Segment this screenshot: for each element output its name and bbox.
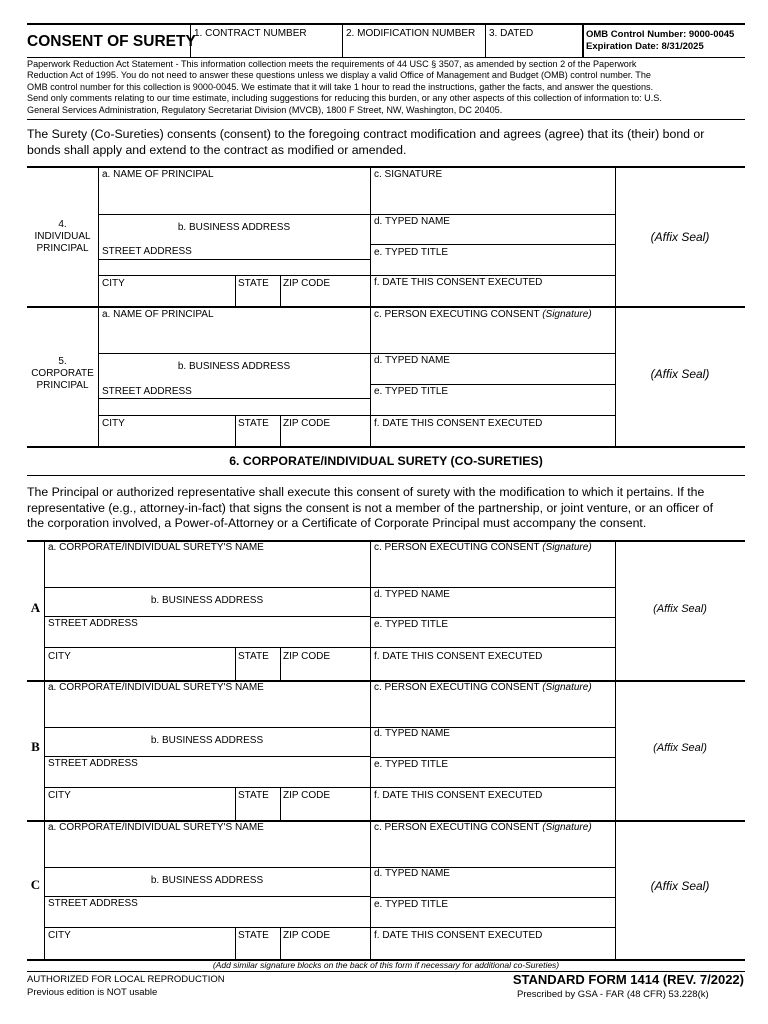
section-6-paragraph-line: The Principal or authorized representative shall execute this consent of surety with the modification to which it pertains. If the — [27, 485, 705, 499]
section-rule — [27, 475, 745, 476]
standard-form-number: STANDARD FORM 1414 (REV. 7/2022) — [512, 972, 744, 987]
city-label: CITY — [102, 278, 125, 289]
header-divider — [485, 23, 486, 57]
person-executing-text: c. PERSON EXECUTING CONSENT — [374, 309, 540, 320]
person-executing-label — [374, 682, 592, 694]
street-address-label: STREET ADDRESS — [48, 618, 138, 629]
row-rule — [370, 897, 615, 898]
row-rule — [370, 244, 615, 245]
row-rule — [370, 617, 615, 618]
section-rule — [27, 166, 745, 168]
cell-divider — [280, 415, 281, 446]
state-label: STATE — [238, 790, 269, 801]
header-bottom-rule — [27, 57, 745, 58]
person-executing-label — [374, 309, 592, 321]
column-divider — [370, 681, 371, 820]
zip-code-label: ZIP CODE — [283, 651, 331, 662]
business-address-label: b. BUSINESS ADDRESS — [150, 875, 264, 886]
column-divider — [370, 167, 371, 307]
business-address-label: b. BUSINESS ADDRESS — [150, 735, 264, 746]
section-rule — [27, 306, 745, 308]
section-label-divider — [98, 167, 99, 307]
typed-title-label: e. TYPED TITLE — [374, 899, 449, 910]
cell-divider — [235, 275, 236, 307]
pra-line: Paperwork Reduction Act Statement - This information collection meets the requirements of 44 USC § 3507, as amended by section 2 of the Paperwork — [27, 59, 637, 69]
street-address-label: STREET ADDRESS — [48, 898, 138, 909]
block-label-divider — [44, 541, 45, 680]
city-label: CITY — [102, 418, 125, 429]
business-address-label: b. BUSINESS ADDRESS — [177, 361, 291, 372]
date-executed-label: f. DATE THIS CONSENT EXECUTED — [374, 277, 543, 288]
person-executing-text: c. PERSON EXECUTING CONSENT — [374, 682, 540, 693]
affix-seal-label: (Affix Seal) — [650, 879, 710, 893]
cell-divider — [235, 927, 236, 959]
zip-code-label: ZIP CODE — [283, 418, 331, 429]
street-address-label: STREET ADDRESS — [102, 246, 192, 257]
date-executed-label: f. DATE THIS CONSENT EXECUTED — [374, 418, 543, 429]
zip-code-label: ZIP CODE — [283, 790, 331, 801]
row-rule — [44, 647, 615, 648]
section-label-line: PRINCIPAL — [36, 243, 89, 254]
row-rule — [370, 757, 615, 758]
signature-hint: (Signature) — [542, 822, 592, 833]
cell-divider — [235, 787, 236, 820]
date-executed-label: f. DATE THIS CONSENT EXECUTED — [374, 790, 543, 801]
authorized-reproduction: AUTHORIZED FOR LOCAL REPRODUCTION — [27, 974, 225, 985]
form-title: CONSENT OF SURETY — [27, 33, 196, 50]
header-divider — [582, 23, 584, 57]
typed-title-label: e. TYPED TITLE — [374, 759, 449, 770]
section-label-line: INDIVIDUAL — [34, 231, 91, 242]
block-letter-a: A — [30, 600, 41, 615]
prescribed-by: Prescribed by GSA - FAR (48 CFR) 53.228(k) — [517, 989, 709, 1000]
header-top-rule — [27, 23, 745, 25]
section-number: 5. — [58, 356, 67, 367]
affix-seal-label: (Affix Seal) — [653, 603, 707, 615]
business-address-label: b. BUSINESS ADDRESS — [150, 595, 264, 606]
surety-name-label: a. CORPORATE/INDIVIDUAL SURETY'S NAME — [48, 542, 264, 553]
pra-line: OMB control number for this collection is 9000-0045. We estimate that it will take 1 hour to read the instructions, gather the facts, and answer the questions. — [27, 81, 654, 92]
section-label-line: CORPORATE — [31, 368, 94, 379]
typed-title-label: e. TYPED TITLE — [374, 386, 449, 397]
row-rule — [44, 756, 370, 757]
row-rule — [44, 927, 615, 928]
typed-title-label: e. TYPED TITLE — [374, 247, 449, 258]
signature-hint: (Signature) — [542, 682, 592, 693]
row-rule — [370, 384, 615, 385]
section-6-paragraph-line: the corporation involved, a Power-of-Attorney or a Certificate of Corporate Principal must accompany the consent. — [27, 516, 647, 530]
section-number: 4. — [58, 219, 67, 230]
city-label: CITY — [48, 930, 71, 941]
cell-divider — [280, 927, 281, 959]
row-rule — [98, 214, 615, 215]
principal-name-label: a. NAME OF PRINCIPAL — [102, 169, 214, 180]
row-rule — [98, 353, 615, 354]
column-divider — [370, 307, 371, 446]
surety-name-label: a. CORPORATE/INDIVIDUAL SURETY'S NAME — [48, 822, 264, 833]
state-label: STATE — [238, 278, 269, 289]
date-executed-label: f. DATE THIS CONSENT EXECUTED — [374, 651, 543, 662]
cell-divider — [280, 647, 281, 680]
section-label-divider — [98, 307, 99, 446]
affix-seal-label: (Affix Seal) — [653, 742, 707, 754]
cell-divider — [235, 415, 236, 446]
column-divider — [370, 821, 371, 959]
signature-hint: (Signature) — [542, 309, 592, 320]
pra-line: Reduction Act of 1995. You do not need to answer these questions unless we display a valid Office of Management and Budget (OMB) control number. The — [27, 70, 651, 81]
cell-divider — [235, 647, 236, 680]
row-rule — [44, 587, 615, 588]
signature-label: c. SIGNATURE — [374, 169, 443, 180]
pra-line: General Services Administration, Regulatory Secretariat Division (MVCB), 1800 F Street, NW, Washington, DC 20405. — [27, 104, 503, 115]
person-executing-text: c. PERSON EXECUTING CONSENT — [374, 822, 540, 833]
typed-title-label: e. TYPED TITLE — [374, 619, 449, 630]
contract-number-label: 1. CONTRACT NUMBER — [194, 28, 307, 39]
row-rule — [44, 867, 615, 868]
row-rule — [44, 787, 615, 788]
pra-line: Send only comments relating to our time estimate, including suggestions for reducing this burden, or any other aspects of this collection of information to: U.S. — [27, 93, 662, 104]
surety-name-label: a. CORPORATE/INDIVIDUAL SURETY'S NAME — [48, 682, 264, 693]
row-rule — [44, 727, 615, 728]
row-rule — [44, 896, 370, 897]
typed-name-label: d. TYPED NAME — [374, 216, 450, 227]
cell-divider — [280, 275, 281, 307]
additional-blocks-note: (Add similar signature blocks on the back of this form if necessary for additional co-Sureties) — [212, 960, 560, 970]
street-address-label: STREET ADDRESS — [48, 758, 138, 769]
person-executing-text: c. PERSON EXECUTING CONSENT — [374, 542, 540, 553]
section-6-heading: 6. CORPORATE/INDIVIDUAL SURETY (CO-SURETIES) — [229, 454, 543, 468]
omb-expiration-date: Expiration Date: 8/31/2025 — [586, 41, 704, 52]
block-label-divider — [44, 681, 45, 820]
header-divider — [342, 23, 343, 57]
city-label: CITY — [48, 651, 71, 662]
city-label: CITY — [48, 790, 71, 801]
typed-name-label: d. TYPED NAME — [374, 355, 450, 366]
consent-statement-line: bonds shall apply and extend to the contract as modified or amended. — [27, 142, 407, 157]
pra-bottom-rule — [27, 119, 745, 120]
row-rule — [98, 398, 370, 399]
zip-code-label: ZIP CODE — [283, 278, 331, 289]
state-label: STATE — [238, 930, 269, 941]
row-rule — [98, 259, 370, 260]
omb-control-number: OMB Control Number: 9000-0045 — [586, 29, 735, 40]
section-label-line: PRINCIPAL — [36, 380, 89, 391]
block-label-divider — [44, 821, 45, 959]
typed-name-label: d. TYPED NAME — [374, 589, 450, 600]
section-6-paragraph-line: representative (e.g., attorney-in-fact) that signs the consent is not a member of the partnership, or joint venture, or an officer of — [27, 500, 714, 515]
affix-seal-label: (Affix Seal) — [650, 230, 710, 244]
affix-seal-label: (Affix Seal) — [650, 367, 710, 381]
state-label: STATE — [238, 418, 269, 429]
business-address-label: b. BUSINESS ADDRESS — [177, 222, 291, 233]
row-rule — [98, 415, 615, 416]
signature-hint: (Signature) — [542, 542, 592, 553]
date-executed-label: f. DATE THIS CONSENT EXECUTED — [374, 930, 543, 941]
person-executing-label — [374, 822, 592, 834]
cell-divider — [280, 787, 281, 820]
zip-code-label: ZIP CODE — [283, 930, 331, 941]
block-letter-c: C — [30, 877, 41, 892]
modification-number-label: 2. MODIFICATION NUMBER — [346, 28, 476, 39]
column-divider — [370, 541, 371, 680]
row-rule — [98, 275, 615, 276]
principal-name-label: a. NAME OF PRINCIPAL — [102, 309, 214, 320]
street-address-label: STREET ADDRESS — [102, 386, 192, 397]
section-rule — [27, 446, 745, 448]
row-rule — [44, 616, 370, 617]
typed-name-label: d. TYPED NAME — [374, 728, 450, 739]
section-5-label — [27, 356, 98, 392]
dated-label: 3. DATED — [489, 28, 534, 39]
typed-name-label: d. TYPED NAME — [374, 868, 450, 879]
section-4-label — [27, 219, 98, 255]
block-letter-b: B — [31, 739, 40, 754]
state-label: STATE — [238, 651, 269, 662]
person-executing-label — [374, 542, 592, 554]
consent-statement-line: The Surety (Co-Sureties) consents (consent) to the foregoing contract modification and agrees (agree) that its (their) bond or — [27, 127, 705, 141]
header-divider — [190, 23, 191, 57]
previous-edition-note: Previous edition is NOT usable — [27, 987, 158, 998]
